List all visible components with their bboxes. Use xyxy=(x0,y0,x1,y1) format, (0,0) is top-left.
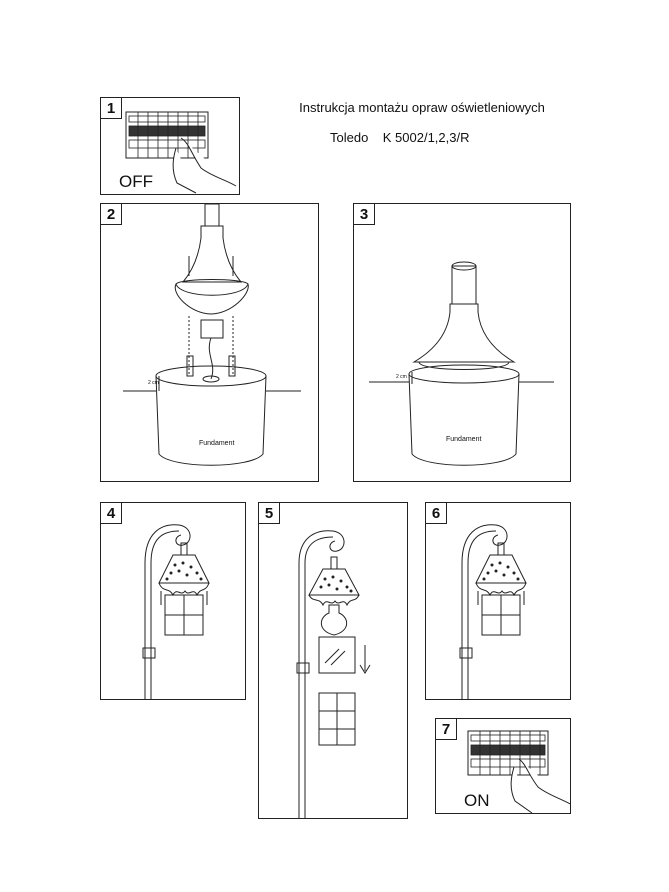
step-6-panel xyxy=(425,502,571,700)
bulb-and-glass-illustration xyxy=(259,503,408,819)
model-line xyxy=(330,130,470,145)
depth-label: 2 cm xyxy=(148,380,159,386)
step-number: 1 xyxy=(101,98,122,119)
lantern-assembled-illustration xyxy=(426,503,571,700)
model-code: K 5002/1,2,3/R xyxy=(382,130,470,145)
lantern-attach-illustration xyxy=(101,503,246,700)
step-3-panel xyxy=(353,203,571,482)
foundation-label: Fundament xyxy=(446,436,482,443)
step-4-panel xyxy=(100,502,246,700)
step-number: 7 xyxy=(436,719,457,740)
on-label: ON xyxy=(464,791,490,810)
step-1-panel xyxy=(100,97,240,195)
step-number: 3 xyxy=(354,204,375,225)
off-label: OFF xyxy=(119,172,153,191)
step-7-panel xyxy=(435,718,571,814)
step-2-panel xyxy=(100,203,319,482)
model-label: Toledo xyxy=(330,130,369,145)
step-number: 4 xyxy=(101,503,122,524)
foundation-label: Fundament xyxy=(199,440,235,447)
page-title: Instrukcja montażu opraw oświetleniowych xyxy=(299,100,545,115)
step-number: 5 xyxy=(259,503,280,524)
depth-label: 2 cm xyxy=(396,374,407,380)
step-number: 2 xyxy=(101,204,122,225)
step-5-panel xyxy=(258,502,408,819)
step-number: 6 xyxy=(426,503,447,524)
